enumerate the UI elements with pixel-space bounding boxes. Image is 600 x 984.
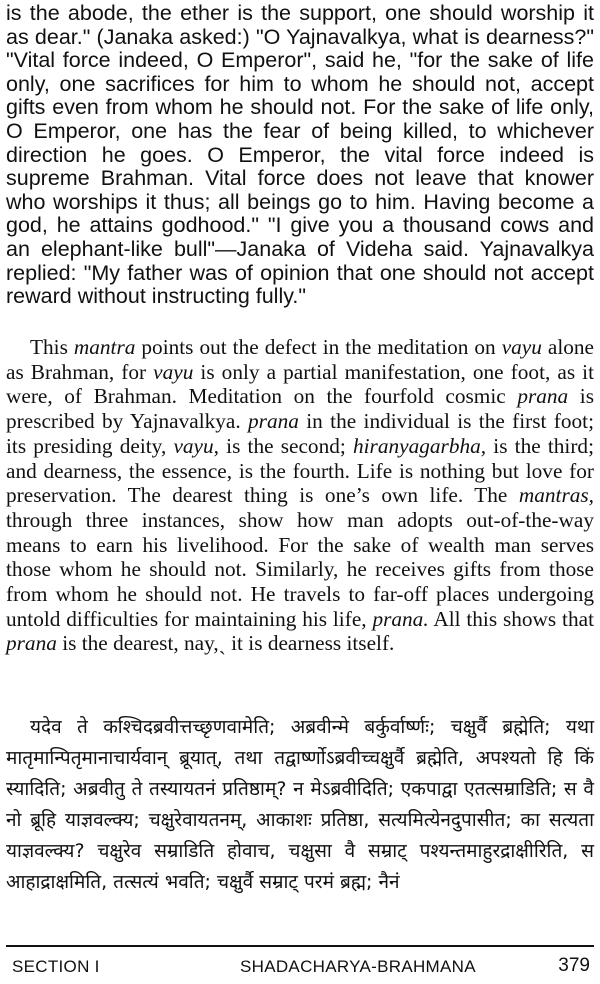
commentary-paragraph [6, 335, 594, 656]
italic-term: mantra [73, 335, 136, 359]
footer-chapter-title: SHADACHARYA-BRAHMANA [240, 957, 476, 976]
commentary-text-run: through three instances, show how man adopts out-of-the-way means to earn his livelihood. For the sake of wealth man serves those whom he should not. Similarly, he receives gifts from those from whom he should not. He travels to far-off places undergoing untold difficulties for maintaining his life, [6, 507, 594, 631]
page-number: 379 [558, 955, 590, 976]
page-footer [6, 955, 594, 981]
italic-term: prana [248, 409, 299, 434]
footer-section-label: SECTION I [12, 957, 100, 976]
commentary-text-run: is the second; [218, 433, 353, 458]
commentary-text-run: is prescribed by Yajnavalkya. [6, 384, 594, 434]
italic-term: vayu [153, 359, 194, 384]
commentary-text-run: alone as Brahman, for [6, 335, 595, 384]
sanskrit-text-paragraph: यदेव ते कश्चिदब्रवीत्तच्छृणवामेति; अब्रवीन्मे बर्कुर्वार्ष्णः; चक्षुर्वै ब्रह्मेति; यथा मातृमान्पितृमानाचार्यवान् ब्रूयात्, तथा तद्वार्ष्णोऽब्रवीच्चक्षुर्वै ब्रह्मेति, अपश्यतो हि किं स्यादिति; अब्रवीतु ते तस्यायतनं प्रतिष्ठाम्? न मेऽब्रवीदिति; एकपाद्वा एतत्सम्राडिति; स वै नो ब्रूहि याज्ञवल्क्य; चक्षुरेवायतनम्, आकाशः प्रतिष्ठा, सत्यमित्येनदुपासीत; का सत्यता याज्ञवल्क्य? चक्षुरेव सम्राडिति होवाच, चक्षुसा वै सम्राट् पश्यन्तमाहुरद्राक्षीरिति, स आहाद्राक्षमिति, तत्सत्यं भवति; चक्षुर्वै सम्राट् परमं ब्रह्म; नैनं [6, 716, 594, 893]
commentary-text-run: is only a partial manifestation, one foot, as it were, of Brahman. Meditation on the fourfold cosmic [6, 359, 595, 409]
italic-term: mantras, [518, 483, 594, 508]
commentary-text-run: All this shows that [428, 606, 594, 631]
footer-divider [6, 945, 594, 947]
italic-term: vayu, [173, 433, 219, 458]
commentary-text-run: points out the defect in the meditation on [135, 335, 502, 359]
italic-term: prana [517, 384, 569, 409]
translation-paragraph: is the abode, the ether is the support, one should worship it as dear." (Janaka asked:) "O Yajnavalkya, what is dearness?" "Vital force indeed, O Emperor", said he, "for the sake of life only, one sacrifices for him to whom he should not, accept gifts even from whom he should not. For the sake of life only, O Emperor, one has the fear of being killed, to whichever direction he goes. O Emperor, the vital force indeed is supreme Brahman. Vital force does not leave that knower who worships it thus; all beings go to him. Having become a god, he attains godhood." "I give you a thousand cows and an elephant-like bull"—Janaka of Videha said. Yajnavalkya replied: "My father was of opinion that one should not accept reward without instructing fully." [6, 1, 594, 309]
italic-term: hiranyagarbha, [352, 433, 487, 458]
italic-term: prana. [372, 606, 429, 631]
italic-term: prana [6, 631, 57, 656]
commentary-text-run: is the third; and dearness, the essence, is the fourth. Life is nothing but love for preservation. The dearest thing is one’s own life. The [6, 433, 594, 508]
commentary-text-run: This [30, 335, 74, 359]
commentary-text-run: in the individual is the first foot; its presiding deity, [6, 409, 594, 458]
commentary-text-run: is the dearest, nay,ˎ it is dearness itself. [56, 631, 395, 656]
italic-term: vayu [501, 335, 542, 359]
